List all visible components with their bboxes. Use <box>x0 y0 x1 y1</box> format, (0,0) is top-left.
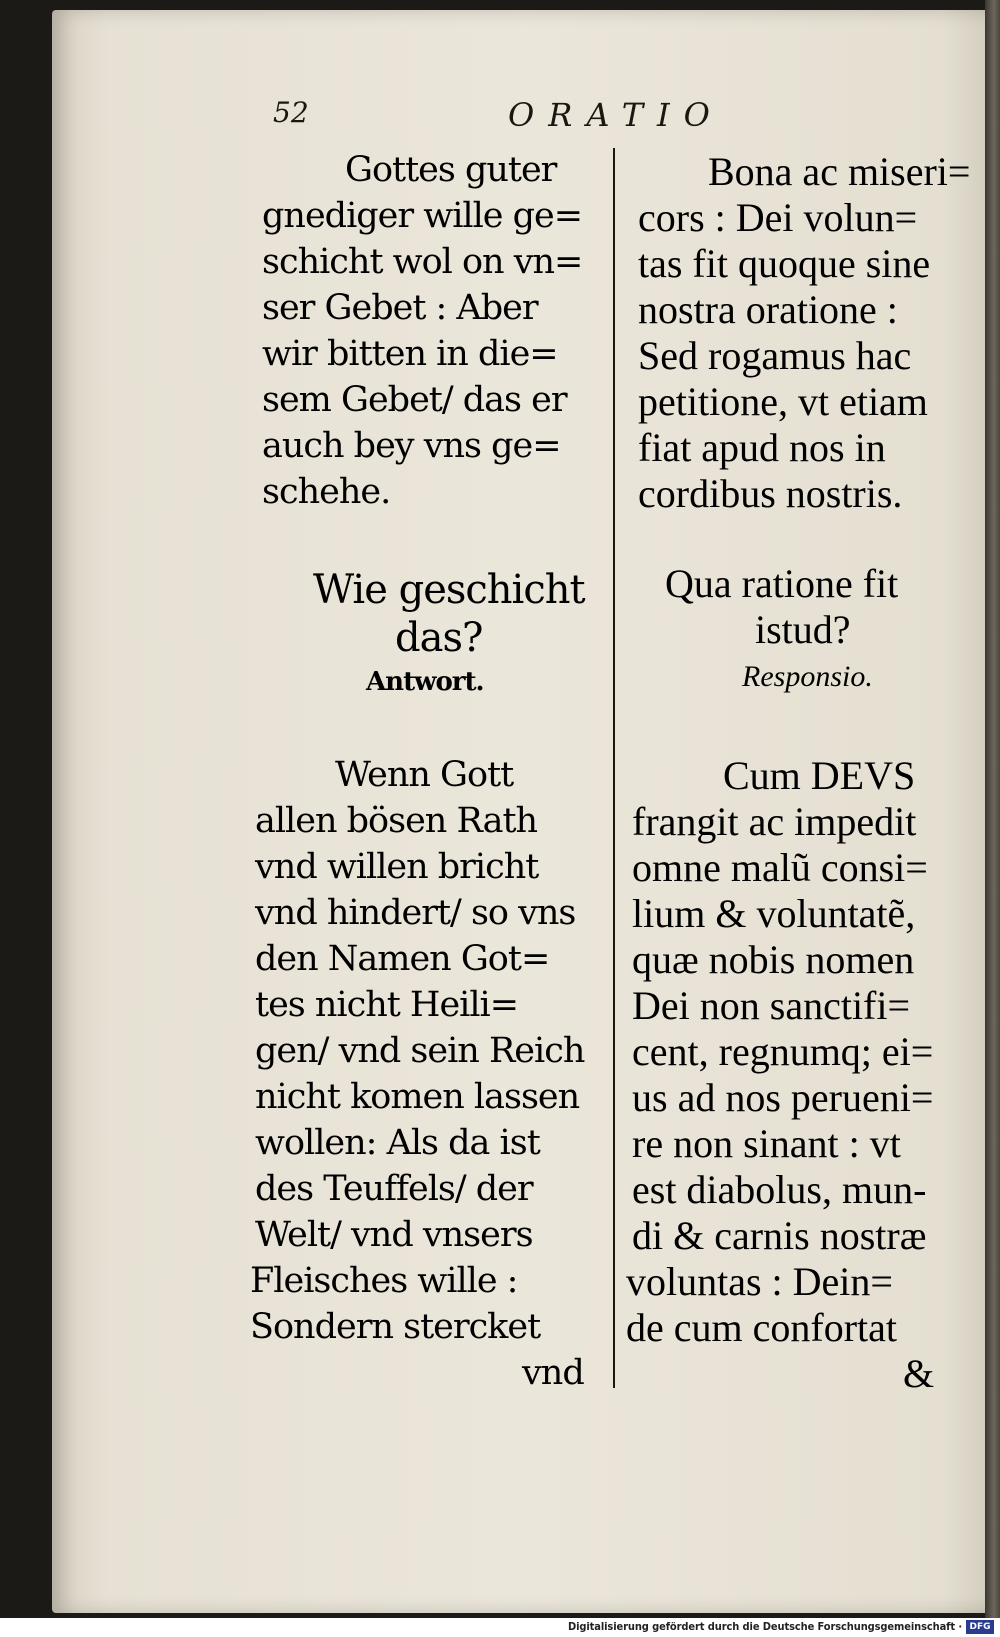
latin-question: istud? <box>755 607 851 652</box>
german-line: Gottes guter <box>345 150 557 190</box>
latin-line: us ad nos perueni= <box>632 1075 934 1120</box>
german-question: Wie geschicht <box>313 567 585 613</box>
german-line: Wenn Gott <box>335 755 514 795</box>
footer-credit: Digitalisierung gefördert durch die Deutsche Forschungsgemeinschaft · <box>567 1620 962 1633</box>
german-line: vnd hindert/ so vns <box>255 893 576 933</box>
german-line: den Namen Got= <box>255 939 550 979</box>
german-response-label: Antwort. <box>366 667 484 697</box>
german-line: schehe. <box>262 472 391 512</box>
german-line: Fleisches wille : <box>250 1261 518 1301</box>
latin-line: fiat apud nos in <box>638 425 886 470</box>
german-line: nicht komen lassen <box>255 1077 580 1117</box>
german-line: gen/ vnd sein Reich <box>255 1031 585 1071</box>
book-edge <box>985 0 1000 1637</box>
german-line: gnediger wille ge= <box>262 196 583 236</box>
latin-line: Sed rogamus hac <box>638 333 912 378</box>
german-line: wir bitten in die= <box>262 334 558 374</box>
latin-line: petitione, vt etiam <box>638 379 928 424</box>
german-line: tes nicht Heili= <box>255 985 519 1025</box>
latin-line: tas fit quoque sine <box>638 241 931 286</box>
latin-response-label: Responsio. <box>742 660 873 693</box>
latin-line: Cum DEVS <box>723 753 916 798</box>
latin-line: Bona ac miseri= <box>708 149 971 194</box>
dfg-logo: DFG <box>966 1620 994 1634</box>
latin-line: voluntas : Dein= <box>626 1259 893 1304</box>
latin-line: cordibus nostris. <box>638 471 903 516</box>
latin-line: cent, regnumq; ei= <box>632 1029 934 1074</box>
running-title: ORATIO <box>508 96 724 134</box>
latin-line: de cum confortat <box>626 1305 897 1350</box>
latin-question: Qua ratione fit <box>665 561 899 606</box>
latin-line: est diabolus, mun- <box>632 1167 927 1212</box>
latin-line: nostra oratione : <box>638 287 898 332</box>
latin-line: lium & voluntatẽ, <box>632 891 916 936</box>
latin-line: re non sinant : vt <box>632 1121 901 1166</box>
page-number: 52 <box>273 96 309 129</box>
latin-line: di & carnis nostræ <box>632 1213 927 1258</box>
german-line: sem Gebet/ das er <box>262 380 567 420</box>
german-line: allen bösen Rath <box>255 801 538 841</box>
german-line: wollen: Als da ist <box>255 1123 540 1163</box>
german-line: Sondern stercket <box>250 1307 541 1347</box>
german-line: auch bey vns ge= <box>262 426 561 466</box>
german-line: Welt/ vnd vnsers <box>255 1215 533 1255</box>
column-divider <box>613 148 615 1388</box>
german-question: das? <box>395 615 483 661</box>
latin-line: cors : Dei volun= <box>638 195 918 240</box>
german-line: schicht wol on vn= <box>262 242 583 282</box>
german-line: vnd willen bricht <box>255 847 539 887</box>
latin-line: omne malũ consi= <box>632 845 928 890</box>
latin-catchword: & <box>903 1351 935 1396</box>
latin-line: Dei non sanctifi= <box>632 983 911 1028</box>
german-line: des Teuffels/ der <box>255 1169 533 1209</box>
latin-line: frangit ac impedit <box>632 799 917 844</box>
latin-line: quæ nobis nomen <box>632 937 915 982</box>
german-catchword: vnd <box>522 1353 584 1393</box>
german-line: ser Gebet : Aber <box>262 288 538 328</box>
